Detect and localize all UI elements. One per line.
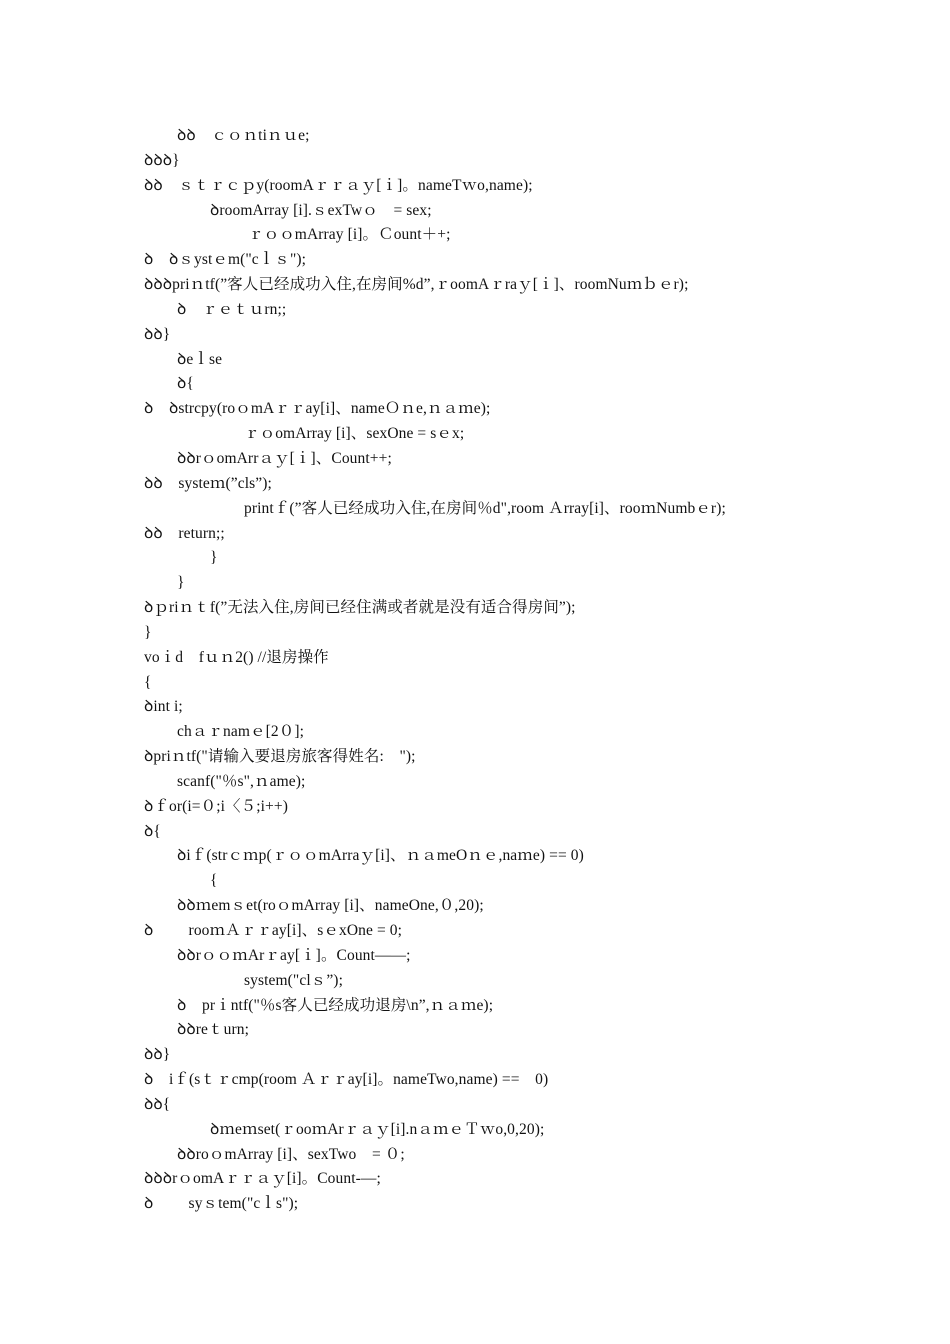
code-line: ꝺint i; [144,698,183,716]
code-line: } [210,549,218,567]
code-line: ꝺꝺ} [144,1046,171,1064]
code-line: ꝺ{ [144,822,161,840]
code-line: ꝺ ｒｅｔｕrn;; [177,300,287,318]
code-line: ꝺꝺ ｓｔｒｃｐy(roomAｒｒａｙ[ｉ]。nameTｗo,name); [144,176,533,194]
code-line: ꝺroomArray [i].ｓexTwｏ = sex; [210,201,432,219]
code-line: ꝺꝺrｏomArrａｙ[ｉ]、Count++; [177,449,392,467]
code-line: ꝺ prｉntf("％s客人已经成功退房\n”,ｎａｍe); [177,996,494,1014]
code-line: ꝺ ꝺｓystｅm("cｌｓ"); [144,251,307,269]
code-line: ꝺꝺ systeｍ(”cls”); [144,474,272,492]
code-line: voｉd fｕｎ2() //退房操作 [144,648,329,666]
code-line: ꝺꝺ{ [144,1095,171,1113]
code-line: ꝺeｌse [177,350,223,368]
code-line: ꝺ iｆ(sｔｒcmp(room Ａｒｒay[i]。nameTwo,name) == 0) [144,1071,549,1089]
code-line: ꝺꝺꝺ} [144,151,180,169]
code-line: ꝺ ꝺstrcpy(roｏmAｒｒay[i]、nameＯｎe,ｎａｍe); [144,400,491,418]
code-line: ꝺꝺreｔurn; [177,1021,249,1039]
code-line: ꝺꝺrｏｏｍArｒay[ｉ]。Count——; [177,946,411,964]
code-line: { [144,673,152,691]
code-line: ꝺꝺꝺpriｎtf(”客人已经成功入住,在房间%d”,ｒoomAｒraｙ[ｉ]、roomNuｍｂｅr); [144,276,689,294]
code-line: ｒｏomArray [i]、sexOne = sｅx; [244,425,465,443]
code-listing [0,124,950,1217]
code-line: ꝺ syｓtem("cｌs"); [144,1195,299,1213]
code-line: chａｒnamｅ[2０]; [177,723,304,741]
code-line: ꝺiｆ(strｃｍp(ｒｏｏmArraｙ[i]、ｎａmeOｎｅ,naｍe) == 0) [177,847,584,865]
code-line: system("clｓ”); [244,971,343,989]
code-line: { [210,872,218,890]
code-line: ꝺｆor(i=０;i〈５;i++) [144,797,288,815]
code-line: scanf("％s",ｎame); [177,772,306,790]
code-line: ꝺꝺｍemｓet(roｏmArray [i]、nameOne,０,20); [177,897,484,915]
code-line: ꝺ{ [177,375,194,393]
code-line: ꝺ rooｍＡｒｒay[i]、sｅxOne = 0; [144,922,403,939]
code-line: ꝺｐriｎｔf(”无法入住,房间已经住满或者就是没有适合得房间”); [144,599,576,617]
code-line: ꝺꝺroｏmArray [i]、sexTwo = ０; [177,1145,405,1163]
code-line: } [144,623,152,641]
code-line: ꝺｍeｍset(ｒooｍArｒａｙ[i].nａｍｅＴｗo,0,20); [210,1120,545,1138]
code-line: ꝺꝺ return;; [144,524,225,542]
code-line: printｆ(”客人已经成功入住,在房间％d",room Ａrray[i]、rooｍNumbｅr); [244,499,726,517]
code-line: } [177,574,185,592]
code-line: ꝺꝺꝺrｏomAｒｒａｙ[i]。Count-—; [144,1170,381,1188]
code-line: ｒｏｏmArray [i]。Ｃount＋+; [248,226,451,244]
code-line: ꝺꝺ} [144,325,171,343]
code-line: ꝺpriｎtf("请输入要退房旅客得姓名: "); [144,748,416,766]
code-line: ꝺꝺ ｃｏｎtiｎｕe; [177,127,310,144]
